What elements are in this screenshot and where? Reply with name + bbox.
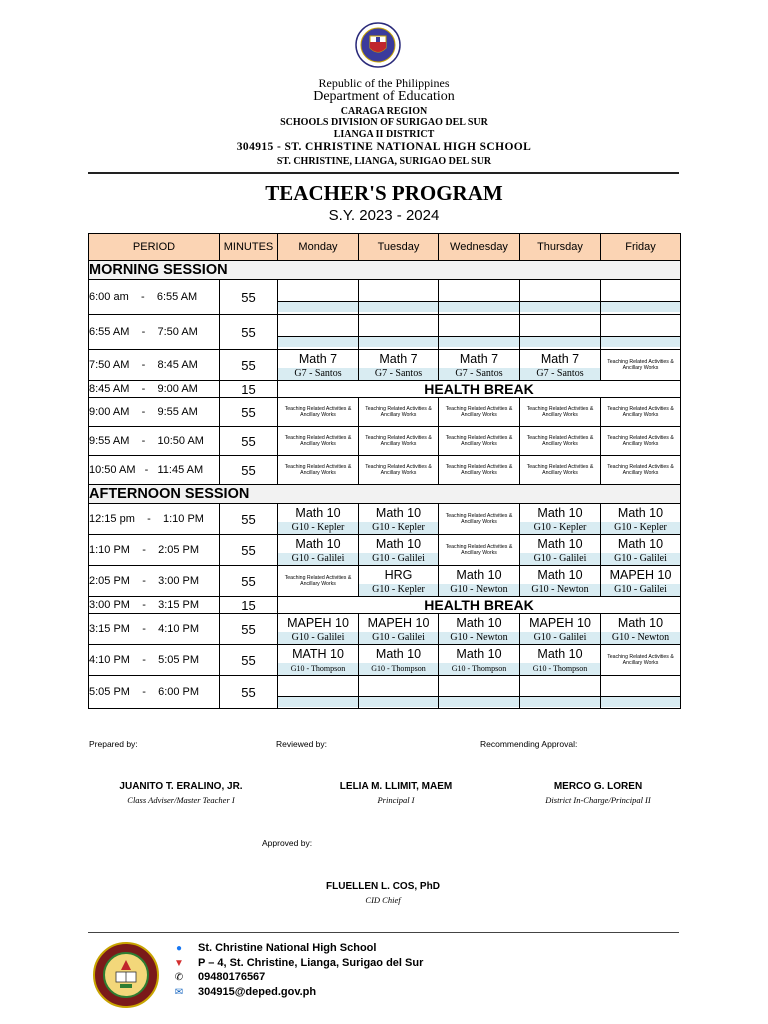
minutes-cell: 55 <box>220 427 278 456</box>
map-pin-icon: ▼ <box>174 958 184 969</box>
tra-slot: Teaching Related Activities & Ancillary Works <box>439 427 520 456</box>
class-slot: Math 10 G10 - Newton <box>439 614 520 645</box>
page-title: TEACHER'S PROGRAM <box>265 181 503 205</box>
period-cell: 2:05 PM - 3:00 PM <box>89 566 220 597</box>
empty-slot <box>359 280 439 315</box>
minutes-cell: 55 <box>220 315 278 350</box>
header-division: SCHOOLS DIVISION OF SURIGAO DEL SUR <box>280 117 488 128</box>
empty-slot <box>359 676 439 709</box>
period-cell: 8:45 AM - 9:00 AM <box>89 381 220 398</box>
period-cell: 9:55 AM - 10:50 AM <box>89 427 220 456</box>
empty-slot <box>601 280 681 315</box>
table-row <box>89 427 681 456</box>
table-row <box>89 315 681 350</box>
class-slot: Math 10 G10 - Kepler <box>278 504 359 535</box>
minutes-cell: 55 <box>220 645 278 676</box>
tra-slot: Teaching Related Activities & Ancillary Works <box>601 427 681 456</box>
table-row <box>89 350 681 381</box>
header-divider <box>88 172 679 174</box>
table-row <box>89 535 681 566</box>
tra-slot: Teaching Related Activities & Ancillary Works <box>359 398 439 427</box>
class-slot: Math 10 G10 - Galilei <box>359 535 439 566</box>
minutes-cell: 15 <box>220 381 278 398</box>
class-slot: MAPEH 10 G10 - Galilei <box>278 614 359 645</box>
col-header-period: PERIOD <box>89 234 220 261</box>
class-slot: HRG G10 - Kepler <box>359 566 439 597</box>
col-header-tuesday: Tuesday <box>359 234 439 261</box>
tra-slot: Teaching Related Activities & Ancillary Works <box>520 427 601 456</box>
table-row <box>89 597 681 614</box>
period-cell: 12:15 pm - 1:10 PM <box>89 504 220 535</box>
table-row <box>89 280 681 315</box>
header-republic: Republic of the Philippines <box>318 76 450 90</box>
approved-by-name: FLUELLEN L. COS, PhD <box>326 881 440 892</box>
empty-slot <box>359 315 439 350</box>
period-cell: 1:10 PM - 2:05 PM <box>89 535 220 566</box>
recommending-position: District In-Charge/Principal II <box>545 795 651 805</box>
afternoon-session-label: AFTERNOON SESSION <box>89 485 681 504</box>
col-header-minutes: MINUTES <box>220 234 278 261</box>
prepared-by-position: Class Adviser/Master Teacher I <box>127 795 235 805</box>
facebook-icon: ● <box>175 943 183 954</box>
class-slot: Math 7 G7 - Santos <box>520 350 601 381</box>
class-slot: MATH 10 G10 - Thompson <box>278 645 359 676</box>
minutes-cell: 55 <box>220 398 278 427</box>
class-slot: Math 10 G10 - Newton <box>601 614 681 645</box>
table-row <box>89 398 681 427</box>
mail-icon: ✉ <box>174 987 184 998</box>
empty-slot <box>439 676 520 709</box>
period-cell: 7:50 AM - 8:45 AM <box>89 350 220 381</box>
class-slot: MAPEH 10 G10 - Galilei <box>520 614 601 645</box>
approved-by-position: CID Chief <box>365 895 401 905</box>
minutes-cell: 55 <box>220 676 278 709</box>
header-address: ST. CHRISTINE, LIANGA, SURIGAO DEL SUR <box>276 156 492 167</box>
tra-slot: Teaching Related Activities & Ancillary Works <box>278 427 359 456</box>
empty-slot <box>601 315 681 350</box>
empty-slot <box>278 280 359 315</box>
morning-session-label: MORNING SESSION <box>89 261 681 280</box>
health-break: HEALTH BREAK <box>278 381 681 398</box>
school-year: S.Y. 2023 - 2024 <box>328 207 440 224</box>
tra-slot: Teaching Related Activities & Ancillary Works <box>439 456 520 485</box>
class-slot: Math 10 G10 - Thompson <box>439 645 520 676</box>
minutes-cell: 15 <box>220 597 278 614</box>
empty-slot <box>439 280 520 315</box>
tra-slot: Teaching Related Activities & Ancillary Works <box>601 456 681 485</box>
school-logo <box>93 942 159 1008</box>
table-row <box>89 381 681 398</box>
minutes-cell: 55 <box>220 566 278 597</box>
period-cell: 4:10 PM - 5:05 PM <box>89 645 220 676</box>
period-cell: 3:00 PM - 3:15 PM <box>89 597 220 614</box>
table-header-row <box>89 234 681 261</box>
header-region: CARAGA REGION <box>340 106 428 117</box>
tra-slot: Teaching Related Activities & Ancillary Works <box>278 398 359 427</box>
class-slot: Math 10 G10 - Thompson <box>520 645 601 676</box>
empty-slot <box>520 676 601 709</box>
class-slot: MAPEH 10 G10 - Galilei <box>601 566 681 597</box>
table-row <box>89 645 681 676</box>
empty-slot <box>278 676 359 709</box>
class-slot: Math 10 G10 - Galilei <box>278 535 359 566</box>
tra-slot: Teaching Related Activities & Ancillary Works <box>439 535 520 566</box>
empty-slot <box>520 280 601 315</box>
reviewed-by-label: Reviewed by: <box>276 739 328 749</box>
class-slot: Math 10 G10 - Galilei <box>601 535 681 566</box>
empty-slot <box>278 315 359 350</box>
table-row <box>89 504 681 535</box>
prepared-by-label: Prepared by: <box>89 739 138 749</box>
class-slot: Math 10 G10 - Newton <box>520 566 601 597</box>
tra-slot: Teaching Related Activities & Ancillary Works <box>601 398 681 427</box>
period-cell: 6:55 AM - 7:50 AM <box>89 315 220 350</box>
footer-school-name: St. Christine National High School <box>198 942 377 954</box>
minutes-cell: 55 <box>220 350 278 381</box>
program-table <box>88 233 681 709</box>
tra-slot: Teaching Related Activities & Ancillary Works <box>359 456 439 485</box>
recommending-approval-label: Recommending Approval: <box>480 739 578 749</box>
tra-slot: Teaching Related Activities & Ancillary Works <box>601 645 681 676</box>
col-header-friday: Friday <box>601 234 681 261</box>
minutes-cell: 55 <box>220 535 278 566</box>
tra-slot: Teaching Related Activities & Ancillary Works <box>439 398 520 427</box>
class-slot: Math 7 G7 - Santos <box>278 350 359 381</box>
class-slot: Math 10 G10 - Newton <box>439 566 520 597</box>
class-slot: Math 7 G7 - Santos <box>439 350 520 381</box>
class-slot: Math 10 G10 - Thompson <box>359 645 439 676</box>
minutes-cell: 55 <box>220 280 278 315</box>
footer-email: 304915@deped.gov.ph <box>198 986 317 998</box>
header-district: LIANGA II DISTRICT <box>333 129 435 140</box>
class-slot: Math 7 G7 - Santos <box>359 350 439 381</box>
footer-divider <box>88 932 679 933</box>
recommending-name: MERCO G. LOREN <box>553 781 643 792</box>
phone-icon: ✆ <box>174 972 184 983</box>
header-department: Department of Education <box>313 89 455 104</box>
class-slot: Math 10 G10 - Kepler <box>359 504 439 535</box>
empty-slot <box>520 315 601 350</box>
approved-by-label: Approved by: <box>262 838 313 848</box>
tra-slot: Teaching Related Activities & Ancillary Works <box>359 427 439 456</box>
class-slot: MAPEH 10 G10 - Galilei <box>359 614 439 645</box>
tra-slot: Teaching Related Activities & Ancillary Works <box>439 504 520 535</box>
minutes-cell: 55 <box>220 456 278 485</box>
class-slot: Math 10 G10 - Kepler <box>520 504 601 535</box>
period-cell: 10:50 AM - 11:45 AM <box>89 456 220 485</box>
health-break: HEALTH BREAK <box>278 597 681 614</box>
tra-slot: Teaching Related Activities & Ancillary Works <box>278 456 359 485</box>
period-cell: 9:00 AM - 9:55 AM <box>89 398 220 427</box>
tra-slot: Teaching Related Activities & Ancillary Works <box>601 350 681 381</box>
table-row <box>89 614 681 645</box>
header-school: 304915 - ST. CHRISTINE NATIONAL HIGH SCHOOL <box>236 141 532 153</box>
deped-seal <box>355 22 401 68</box>
empty-slot <box>601 676 681 709</box>
prepared-by-name: JUANITO T. ERALINO, JR. <box>119 781 243 792</box>
period-cell: 5:05 PM - 6:00 PM <box>89 676 220 709</box>
col-header-wednesday: Wednesday <box>439 234 520 261</box>
col-header-thursday: Thursday <box>520 234 601 261</box>
col-header-monday: Monday <box>278 234 359 261</box>
minutes-cell: 55 <box>220 504 278 535</box>
tra-slot: Teaching Related Activities & Ancillary Works <box>520 398 601 427</box>
reviewed-by-name: LELIA M. LLIMIT, MAEM <box>339 781 453 792</box>
empty-slot <box>439 315 520 350</box>
period-cell: 6:00 am - 6:55 AM <box>89 280 220 315</box>
table-row <box>89 676 681 709</box>
table-row <box>89 566 681 597</box>
tra-slot: Teaching Related Activities & Ancillary Works <box>520 456 601 485</box>
class-slot: Math 10 G10 - Galilei <box>520 535 601 566</box>
period-cell: 3:15 PM - 4:10 PM <box>89 614 220 645</box>
class-slot: Math 10 G10 - Kepler <box>601 504 681 535</box>
reviewed-by-position: Principal I <box>377 795 415 805</box>
table-row <box>89 456 681 485</box>
footer-address: P – 4, St. Christine, Lianga, Surigao del Sur <box>198 957 424 969</box>
minutes-cell: 55 <box>220 614 278 645</box>
tra-slot: Teaching Related Activities & Ancillary Works <box>278 566 359 597</box>
footer-phone: 09480176567 <box>198 971 266 983</box>
